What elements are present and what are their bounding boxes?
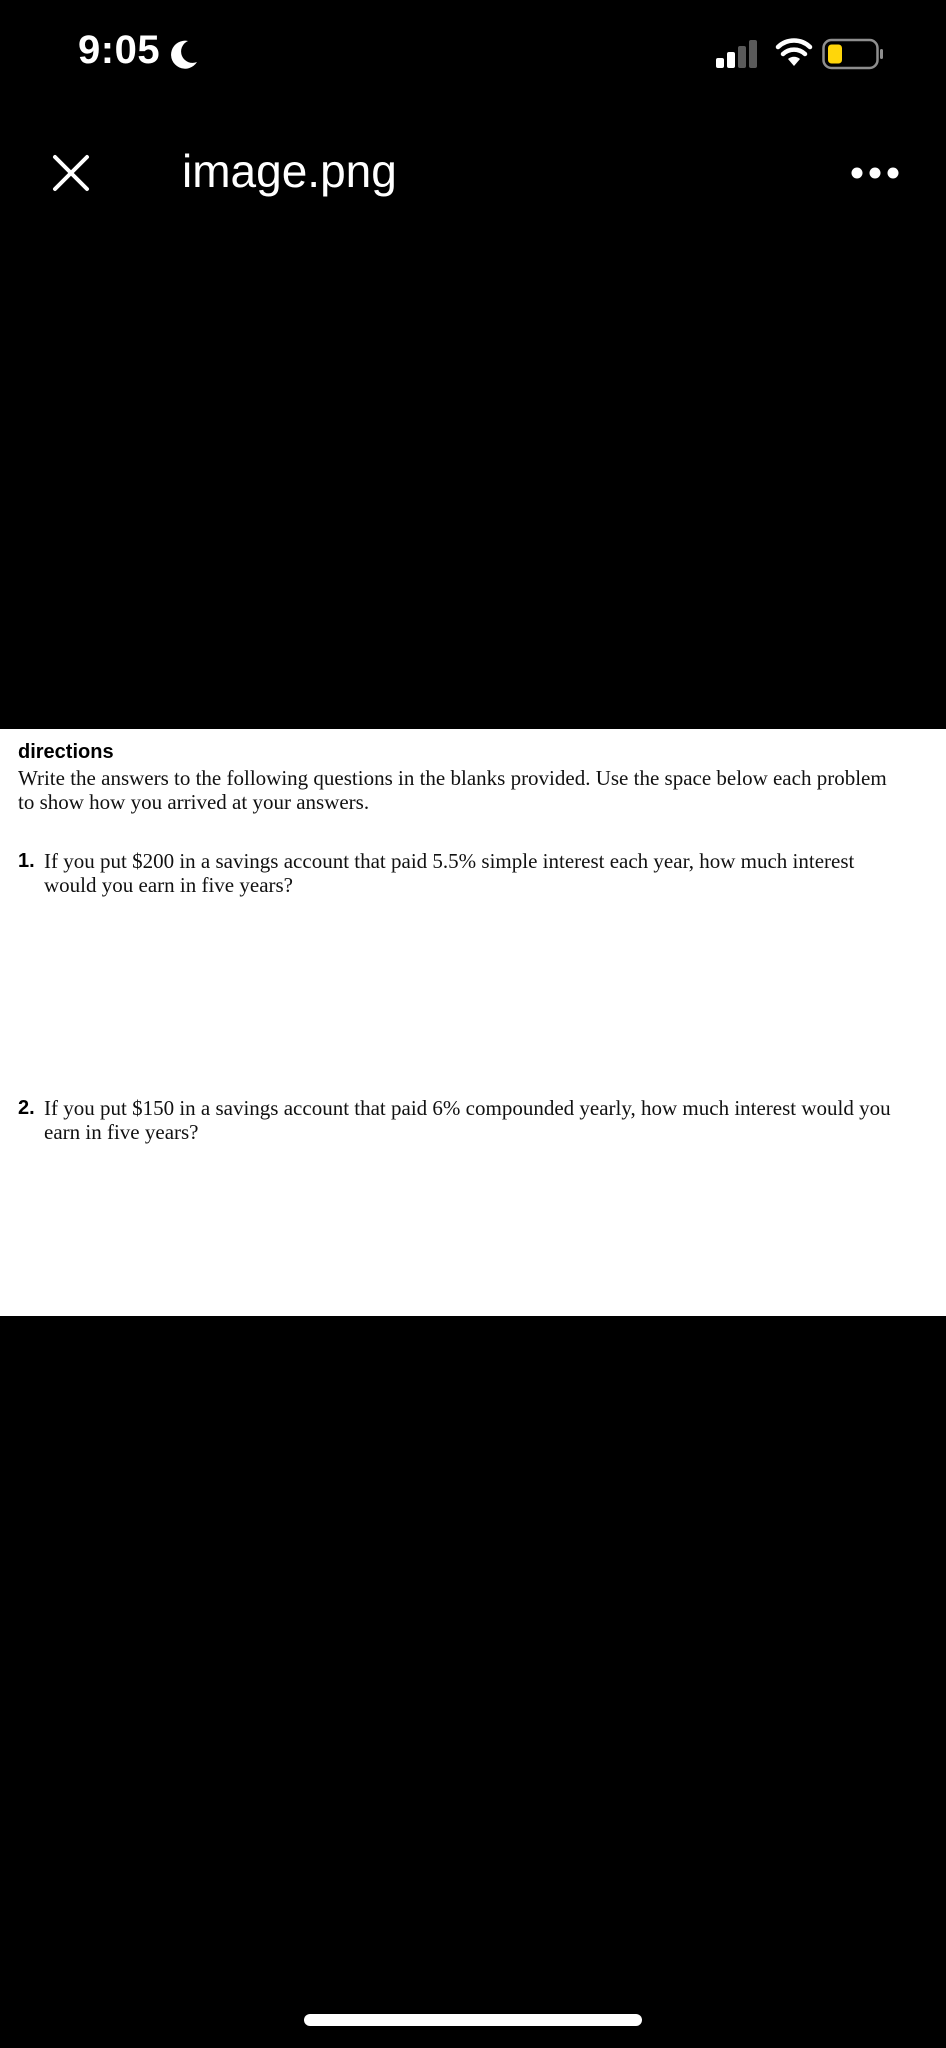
home-indicator[interactable]	[304, 2014, 642, 2026]
battery-icon	[822, 38, 884, 70]
question-number: 1.	[18, 850, 35, 872]
wifi-icon	[775, 38, 813, 68]
status-time: 9:05	[78, 28, 161, 72]
question-2	[18, 1096, 898, 1144]
directions-heading: directions	[18, 741, 114, 763]
question-1	[18, 849, 898, 897]
file-title: image.png	[182, 145, 397, 197]
image-preview[interactable]	[0, 729, 946, 1316]
question-text: If you put $150 in a savings account that paid 6% compounded yearly, how much interest would you earn in five years?	[44, 1096, 891, 1144]
more-icon[interactable]	[850, 160, 900, 186]
directions-text: Write the answers to the following questions in the blanks provided. Use the space below each problem to show how you arrived at your answers.	[18, 766, 887, 814]
top-nav	[0, 130, 946, 220]
question-text: If you put $200 in a savings account that paid 5.5% simple interest each year, how much interest would you earn in five years?	[44, 849, 855, 897]
moon-icon	[168, 38, 200, 70]
signal-icon	[716, 40, 760, 68]
close-icon[interactable]	[50, 152, 92, 194]
question-number: 2.	[18, 1097, 35, 1119]
status-bar	[0, 0, 946, 110]
